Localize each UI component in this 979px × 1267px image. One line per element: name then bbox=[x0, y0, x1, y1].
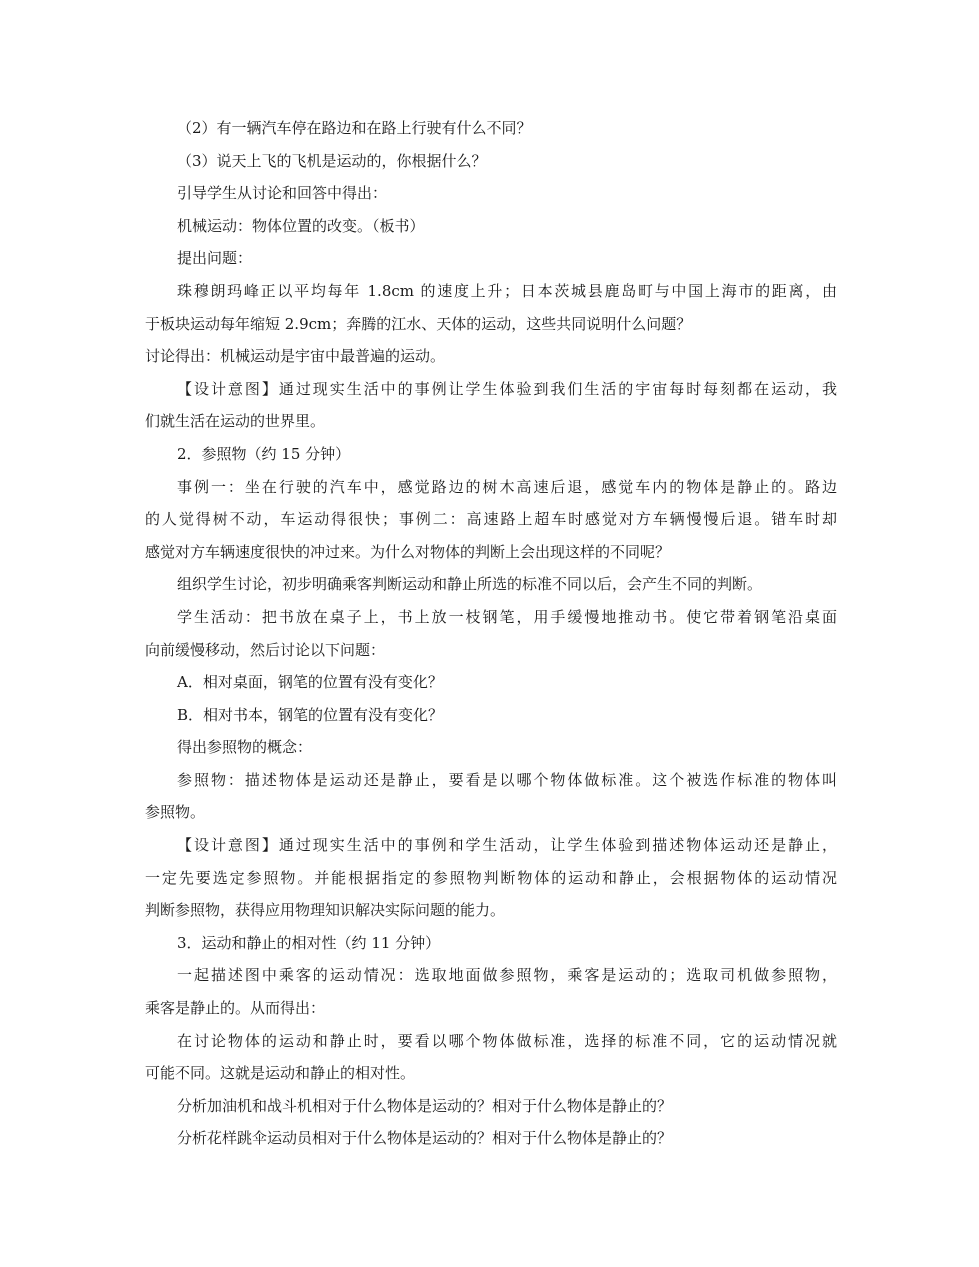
text-line: 【设计意图】通过现实生活中的事例让学生体验到我们生活的宇宙每时每刻都在运动，我 bbox=[177, 379, 837, 398]
text-line: 3．运动和静止的相对性（约 11 分钟） bbox=[177, 933, 441, 952]
text-line: 分析加油机和战斗机相对于什么物体是运动的？相对于什么物体是静止的？ bbox=[177, 1096, 673, 1115]
text-line: 在讨论物体的运动和静止时，要看以哪个物体做标准，选择的标准不同，它的运动情况就 bbox=[177, 1031, 837, 1050]
text-line: A．相对桌面，钢笔的位置有没有变化？ bbox=[177, 673, 443, 692]
text-line: 乘客是静止的。从而得出： bbox=[145, 999, 326, 1018]
text-line: （2）有一辆汽车停在路边和在路上行驶有什么不同？ bbox=[177, 119, 532, 137]
text-line: 向前缓慢移动，然后讨论以下问题： bbox=[145, 640, 386, 659]
text-line: 提出问题： bbox=[177, 249, 253, 268]
text-line: 参照物：描述物体是运动还是静止，要看是以哪个物体做标准。这个被选作标准的物体叫 bbox=[177, 770, 837, 789]
text-line: 的人觉得树不动，车运动得很快；事例二：高速路上超车时感觉对方车辆慢慢后退。错车时却 bbox=[145, 510, 837, 529]
text-line: 感觉对方车辆速度很快的冲过来。为什么对物体的判断上会出现这样的不同呢？ bbox=[145, 542, 671, 561]
text-line: B．相对书本，钢笔的位置有没有变化？ bbox=[177, 705, 444, 724]
text-line: 讨论得出：机械运动是宇宙中最普遍的运动。 bbox=[145, 347, 446, 366]
text-line: 判断参照物，获得应用物理知识解决实际问题的能力。 bbox=[145, 901, 506, 920]
text-line: 于板块运动每年缩短 2.9cm；奔腾的江水、天体的运动，这些共同说明什么问题？ bbox=[145, 314, 692, 333]
text-line: 一起描述图中乘客的运动情况：选取地面做参照物，乘客是运动的；选取司机做参照物， bbox=[177, 966, 837, 985]
text-line: 机械运动：物体位置的改变。（板书） bbox=[177, 216, 425, 235]
text-line: 珠穆朗玛峰正以平均每年 1.8cm 的速度上升；日本茨城县鹿岛町与中国上海市的距离，由 bbox=[177, 281, 837, 300]
text-line: 参照物。 bbox=[145, 803, 206, 822]
text-line: 2．参照物（约 15 分钟） bbox=[177, 444, 351, 463]
document-body bbox=[145, 112, 837, 1155]
text-line: 引导学生从讨论和回答中得出： bbox=[177, 184, 388, 203]
text-line: 事例一：坐在行驶的汽车中，感觉路边的树木高速后退，感觉车内的物体是静止的。路边 bbox=[177, 477, 837, 496]
text-line: 学生活动：把书放在桌子上，书上放一枝钢笔，用手缓慢地推动书。使它带着钢笔沿桌面 bbox=[177, 607, 837, 626]
text-line: （3）说天上飞的飞机是运动的，你根据什么？ bbox=[177, 151, 487, 170]
text-line: 【设计意图】通过现实生活中的事例和学生活动，让学生体验到描述物体运动还是静止， bbox=[177, 836, 837, 855]
text-line: 可能不同。这就是运动和静止的相对性。 bbox=[145, 1064, 416, 1083]
text-line: 分析花样跳伞运动员相对于什么物体是运动的？相对于什么物体是静止的？ bbox=[177, 1129, 673, 1148]
text-line: 一定先要选定参照物。并能根据指定的参照物判断物体的运动和静止，会根据物体的运动情况 bbox=[145, 868, 837, 887]
text-line: 组织学生讨论，初步明确乘客判断运动和静止所选的标准不同以后，会产生不同的判断。 bbox=[177, 575, 763, 594]
text-line: 得出参照物的概念： bbox=[177, 738, 313, 757]
text-line: 们就生活在运动的世界里。 bbox=[145, 412, 326, 431]
